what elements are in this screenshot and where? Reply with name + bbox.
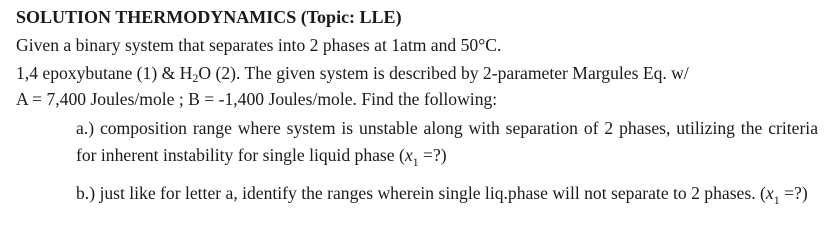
- question-a-variable: x: [404, 145, 413, 165]
- problem-title: SOLUTION THERMODYNAMICS (Topic: LLE): [16, 7, 402, 27]
- question-a-tail: =?): [418, 145, 447, 165]
- question-b-variable: x: [765, 183, 774, 203]
- question-a: [76, 115, 818, 169]
- question-a-text: a.) composition range where system is unstable along with separation of 2 phases, utilizing the criteria for inherent instability for single liquid phase (: [76, 118, 818, 165]
- problem-statement-line-2: [16, 62, 689, 84]
- model-text: O (2). The given system is described by 2-parameter Margules Eq. w/: [198, 63, 689, 83]
- question-b-subscript: 1: [773, 193, 780, 207]
- components-text: 1,4 epoxybutane (1) & H: [16, 63, 193, 83]
- question-b-tail: =?): [779, 183, 808, 203]
- water-subscript: 2: [192, 71, 199, 85]
- problem-statement-line-3: A = 7,400 Joules/mole ; B = -1,400 Joules/mole. Find the following:: [16, 89, 498, 109]
- question-a-subscript: 1: [412, 155, 419, 169]
- question-b-text: b.) just like for letter a, identify the ranges wherein single liq.phase will not separate to 2 phases. (: [76, 183, 766, 203]
- question-b: [76, 180, 818, 207]
- problem-statement-line-1: Given a binary system that separates into 2 phases at 1atm and 50°C.: [16, 35, 502, 55]
